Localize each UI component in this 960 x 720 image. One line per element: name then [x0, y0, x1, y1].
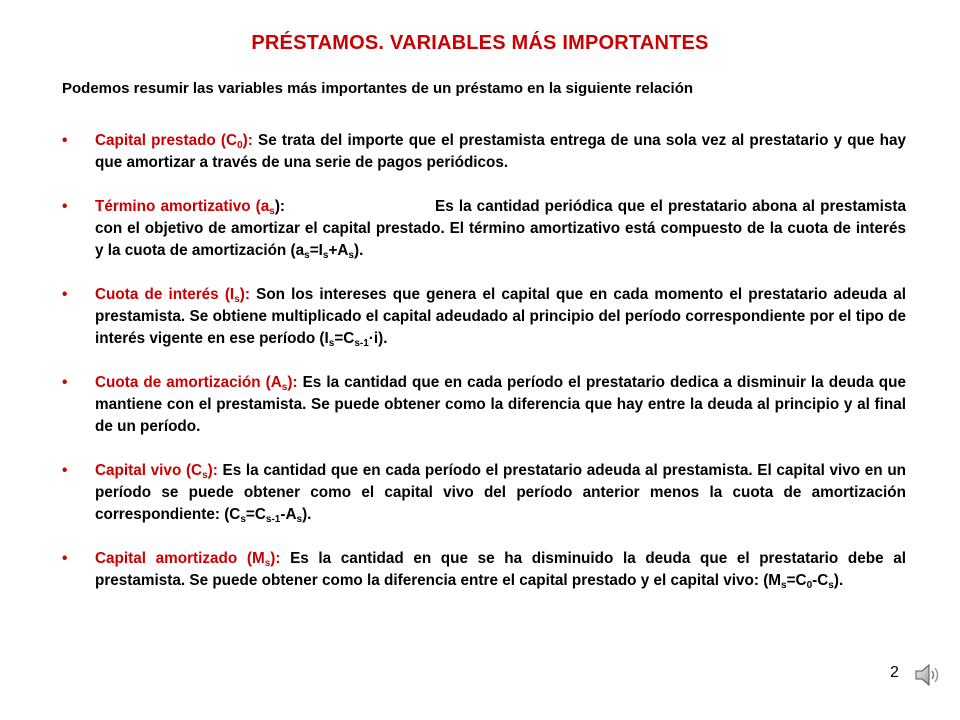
page-number: 2 [890, 664, 899, 681]
term-description: Son los intereses que genera el capital que en cada momento el prestatario adeuda al prestamista. Se obtiene multiplicado el capital adeudado al principio del período correspondiente por el tipo de interés vigente en ese período $(I_s=C_{s-1}\cdot i)$. [95, 286, 906, 349]
term-label: Capital vivo $(C_s)$: [95, 462, 218, 481]
bullet: • [62, 198, 68, 215]
bullet: • [62, 550, 68, 567]
term-label: Cuota de interés $(I_s)$: [95, 286, 250, 305]
term-description: Es la cantidad periódica que el prestatario abona al prestamista con el objetivo de amortizar el capital prestado. El término amortizativo está compuesto de la cuota de interés y la cuota de amortización $(a_s=I_s+A_s)$. [95, 198, 906, 261]
bullet: • [62, 132, 68, 149]
term-description: Se trata del importe que el prestamista entrega de una sola vez al prestatario y que hay que amortizar a través de una serie de pagos periódicos. [95, 132, 906, 171]
term-label: Capital prestado $(C_0)$: [95, 132, 253, 151]
term-label: Cuota de amortización $(A_s)$: [95, 374, 298, 393]
term-description: Es la cantidad que en cada período el prestatario dedica a disminuir la deuda que mantiene con el prestamista. Se puede obtener como la diferencia que hay entre la deuda al principio y al final de un período. [95, 374, 906, 435]
variables-list [62, 130, 906, 614]
list-item [62, 130, 906, 174]
term-label: Término amortizativo $(a_s)$: [95, 198, 286, 217]
term-label: Capital amortizado $(M_s)$: [95, 550, 281, 569]
page-title: PRÉSTAMOS. VARIABLES MÁS IMPORTANTES [251, 32, 709, 54]
term-description: Es la cantidad en que se ha disminuido la deuda que el prestatario debe al prestamista. Se puede obtener como la diferencia entre el capital prestado y el capital vivo: $(M_s=C_0-C_s)$. [95, 550, 906, 591]
list-item [62, 372, 906, 438]
list-item [62, 460, 906, 526]
bullet: • [62, 462, 68, 479]
term-description: Es la cantidad que en cada período el prestatario adeuda al prestamista. El capital vivo en un período se puede obtener como el capital vivo del período anterior menos la cuota de amortización correspondiente: $(C_s=C_{s-1}-A_s)$. [95, 462, 907, 525]
bullet: • [62, 286, 68, 303]
list-item [62, 196, 906, 262]
list-item [62, 284, 906, 350]
list-item [62, 548, 906, 592]
speaker-icon[interactable] [914, 662, 942, 688]
bullet: • [62, 374, 68, 391]
intro-text: Podemos resumir las variables más importantes de un préstamo en la siguiente relación [62, 80, 694, 97]
